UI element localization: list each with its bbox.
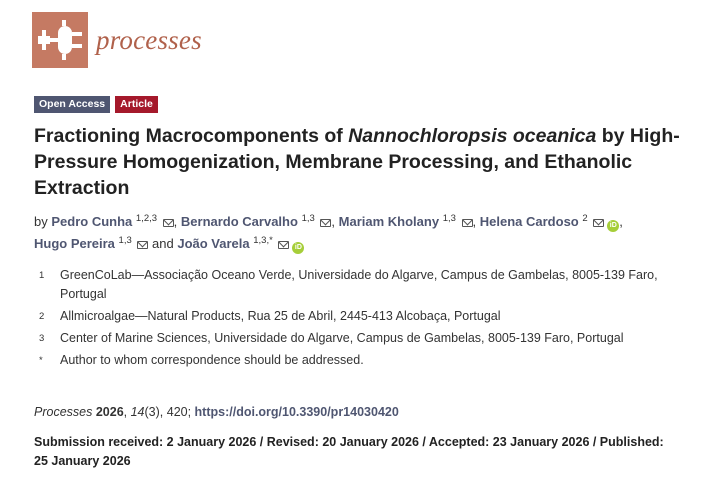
affiliation-item <box>34 307 694 326</box>
author-affiliation-numbers: 1,2,3 <box>135 213 158 224</box>
affiliation-item <box>34 266 694 304</box>
doi-link[interactable]: https://doi.org/10.3390/pr14030420 <box>194 405 399 419</box>
email-icon[interactable] <box>163 219 174 227</box>
title-part-2: by High-Pressure Homogenization, Membrane Processing, and Ethanolic Extraction <box>34 125 680 199</box>
email-icon[interactable] <box>278 241 289 249</box>
and-label: and <box>152 236 174 251</box>
author-link[interactable]: Hugo Pereira <box>34 236 115 251</box>
affiliation-text: Allmicroalgae—Natural Products, Rua 25 de Abril, 2445-413 Alcobaça, Portugal <box>60 309 501 323</box>
author-link[interactable]: Mariam Kholany <box>338 214 440 229</box>
author-affiliation-numbers: 2 <box>582 213 588 224</box>
affiliation-number: 1 <box>39 270 45 281</box>
affiliation-text: GreenCoLab—Associação Oceano Verde, Universidade do Algarve, Campus de Gambelas, 8005-139 Faro, Portugal <box>60 268 658 301</box>
affiliation-text: Center of Marine Sciences, Universidade do Algarve, Campus de Gambelas, 8005-139 Faro, Portugal <box>60 331 624 345</box>
author-list: by Pedro Cunha $^{1,2,3}$ , Bernardo Carvalho $^{1,3}$ , Mariam Kholany $^{1,3}$ , Helena Cardoso $^2$ iD , Hugo Pereira $^{1,3}$ and João Varela $^{1,3,*}$ iD <box>34 211 694 255</box>
email-icon[interactable] <box>593 219 604 227</box>
affiliation-item <box>34 329 694 348</box>
title-species: Nannochloropsis oceanica <box>348 125 597 147</box>
email-icon[interactable] <box>320 219 331 227</box>
affiliation-number: 3 <box>39 333 45 344</box>
open-access-badge: Open Access <box>34 96 110 113</box>
journal-name: processes <box>96 24 202 55</box>
author-link[interactable]: João Varela <box>177 236 250 251</box>
orcid-icon[interactable]: iD <box>292 242 304 254</box>
citation-issue: (3) <box>144 405 160 419</box>
by-label: by <box>34 214 48 229</box>
email-icon[interactable] <box>462 219 473 227</box>
author-affiliation-numbers: 1,3 <box>442 213 456 224</box>
article-title <box>34 123 704 201</box>
article-badges <box>34 96 158 113</box>
author-link[interactable]: Pedro Cunha <box>51 214 133 229</box>
title-part-1: Fractioning Macrocomponents of <box>34 125 349 147</box>
citation-year: 2026 <box>95 405 124 419</box>
affiliation-text: Author to whom correspondence should be addressed. <box>60 353 364 367</box>
author-affiliation-numbers: 1,3 <box>118 235 132 246</box>
author-link[interactable]: Helena Cardoso <box>479 214 579 229</box>
affiliation-list <box>34 266 694 373</box>
publication-dates: Submission received: 2 January 2026 / Revised: 20 January 2026 / Accepted: 23 January 2026 / Published: 25 January 2026 <box>34 435 664 468</box>
citation-journal: Processes <box>34 405 93 419</box>
citation-volume: 14 <box>130 405 145 419</box>
citation-pages: , 420; <box>159 405 195 419</box>
author-affiliation-numbers: 1,3 <box>301 213 315 224</box>
author-link[interactable]: Bernardo Carvalho <box>180 214 298 229</box>
journal-logo[interactable] <box>32 12 202 68</box>
orcid-icon[interactable]: iD <box>607 220 619 232</box>
article-type-badge: Article <box>115 96 158 113</box>
affiliation-number: * <box>39 355 43 366</box>
author-affiliation-numbers: 1,3,* <box>253 235 273 246</box>
citation: Processes 2026, 14(3), 420; https://doi.org/10.3390/pr14030420 <box>34 405 399 419</box>
affiliation-number: 2 <box>39 311 45 322</box>
processes-logo-icon <box>32 12 88 68</box>
email-icon[interactable] <box>137 241 148 249</box>
affiliation-item <box>34 351 694 370</box>
